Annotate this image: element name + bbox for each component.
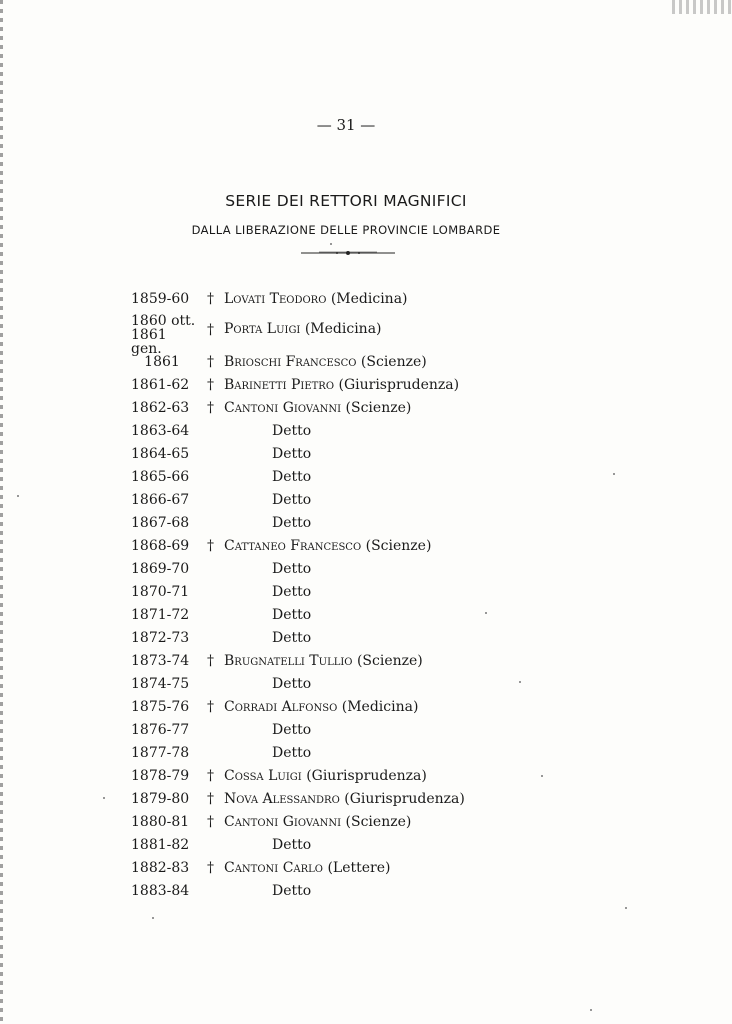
scan-speck (590, 1009, 592, 1011)
list-item (0, 604, 732, 626)
ditto-mark: Detto (272, 423, 312, 439)
list-item (0, 512, 732, 534)
year-range: 1866-67 (131, 492, 190, 508)
year-range: 1873-74 (131, 653, 190, 669)
dagger-mark: † (207, 860, 214, 876)
year-range: 1882-83 (131, 860, 190, 876)
faculty: (Giurisprudenza) (338, 377, 460, 393)
rector-entry (224, 788, 465, 810)
dagger-mark: † (207, 791, 214, 807)
list-item (0, 788, 732, 810)
ditto-mark: Detto (272, 676, 312, 692)
list-item (0, 765, 732, 787)
year-line-2: 1861 gen. (131, 327, 167, 357)
rector-entry (224, 650, 423, 672)
rector-name: Cossa Luigi (224, 768, 302, 784)
year-range: 1859-60 (131, 291, 190, 307)
scan-speck (541, 775, 543, 777)
ditto-mark: Detto (272, 492, 312, 508)
rector-name: Barinetti Pietro (224, 377, 335, 393)
year-range: 1881-82 (131, 837, 190, 853)
year-range: 1861-62 (131, 377, 190, 393)
rector-name: Nova Alessandro (224, 791, 340, 807)
dagger-mark: † (207, 699, 214, 715)
year-range (131, 314, 201, 356)
ditto-mark: Detto (272, 722, 312, 738)
faculty: (Medicina) (341, 699, 419, 715)
faculty: (Scienze) (360, 354, 427, 370)
list-item (0, 742, 732, 764)
rector-entry (224, 397, 411, 419)
ditto-mark: Detto (272, 607, 312, 623)
rector-entry (224, 811, 411, 833)
list-item (0, 811, 732, 833)
scan-speck (625, 907, 627, 909)
ditto-mark: Detto (272, 446, 312, 462)
list-item (0, 535, 732, 557)
ditto-mark: Detto (272, 630, 312, 646)
scan-speck (152, 917, 154, 919)
rector-entry (224, 374, 459, 396)
rector-name: Lovati Teodoro (224, 291, 327, 307)
faculty: (Giurisprudenza) (344, 791, 465, 807)
year-range: 1864-65 (131, 446, 190, 462)
faculty: (Medicina) (304, 321, 382, 337)
page-subtitle: DALLA LIBERAZIONE DELLE PROVINCIE LOMBARDE (191, 223, 501, 237)
ditto-mark: Detto (272, 561, 312, 577)
scan-speck (17, 495, 19, 497)
dagger-mark: † (207, 653, 214, 669)
year-range: 1880-81 (131, 814, 190, 830)
faculty: (Medicina) (330, 291, 408, 307)
page-number: — 31 — (316, 116, 376, 134)
list-item (0, 443, 732, 465)
faculty: (Scienze) (345, 400, 412, 416)
year-range: 1870-71 (131, 584, 190, 600)
year-range: 1872-73 (131, 630, 190, 646)
faculty: (Scienze) (345, 814, 412, 830)
rector-entry (224, 351, 427, 373)
year-line-1: 1860 ott. (131, 313, 196, 329)
scan-speck (330, 243, 332, 245)
faculty: (Giurisprudenza) (306, 768, 427, 784)
list-item (0, 313, 732, 357)
ditto-mark: Detto (272, 745, 312, 761)
list-item (0, 880, 732, 902)
dagger-mark: † (207, 291, 214, 307)
rector-name: Corradi Alfonso (224, 699, 338, 715)
list-item (0, 857, 732, 879)
list-item (0, 719, 732, 741)
scan-speck (485, 612, 487, 614)
rector-entry (224, 765, 427, 787)
year-range: 1878-79 (131, 768, 190, 784)
rector-entry (224, 535, 431, 557)
list-item (0, 374, 732, 396)
list-item (0, 696, 732, 718)
rector-name: Cantoni Giovanni (224, 814, 342, 830)
ditto-mark: Detto (272, 837, 312, 853)
year-range: 1865-66 (131, 469, 190, 485)
faculty: (Scienze) (356, 653, 423, 669)
year-range: 1861 (144, 354, 180, 370)
year-range: 1875-76 (131, 699, 190, 715)
list-item (0, 397, 732, 419)
list-item (0, 673, 732, 695)
list-item (0, 581, 732, 603)
year-range: 1876-77 (131, 722, 190, 738)
list-item (0, 466, 732, 488)
year-range: 1879-80 (131, 791, 190, 807)
year-range: 1877-78 (131, 745, 190, 761)
year-range: 1883-84 (131, 883, 190, 899)
dagger-mark: † (207, 768, 214, 784)
rector-entry (224, 288, 408, 310)
year-range: 1869-70 (131, 561, 190, 577)
year-range: 1867-68 (131, 515, 190, 531)
rector-name: Brioschi Francesco (224, 354, 357, 370)
rector-entry (224, 696, 418, 718)
year-range: 1871-72 (131, 607, 190, 623)
scan-edge-top (672, 0, 732, 14)
list-item (0, 351, 732, 373)
year-range: 1862-63 (131, 400, 190, 416)
rector-name: Cantoni Carlo (224, 860, 324, 876)
rector-entry (224, 318, 382, 340)
dagger-mark: † (207, 538, 214, 554)
faculty: (Lettere) (327, 860, 391, 876)
list-item (0, 420, 732, 442)
dagger-mark: † (207, 354, 214, 370)
divider-ornament (299, 248, 397, 258)
year-range: 1868-69 (131, 538, 190, 554)
dagger-mark: † (207, 814, 214, 830)
page-title: SERIE DEI RETTORI MAGNIFICI (225, 192, 467, 210)
scan-speck (519, 681, 521, 683)
faculty: (Scienze) (365, 538, 432, 554)
list-item (0, 627, 732, 649)
rector-entry (224, 857, 391, 879)
rector-name: Porta Luigi (224, 321, 301, 337)
year-range: 1863-64 (131, 423, 190, 439)
year-range: 1874-75 (131, 676, 190, 692)
list-item (0, 288, 732, 310)
rector-name: Brugnatelli Tullio (224, 653, 353, 669)
scan-speck (103, 797, 105, 799)
rector-name: Cattaneo Francesco (224, 538, 362, 554)
dagger-mark: † (207, 377, 214, 393)
dagger-mark: † (207, 322, 214, 338)
scan-speck (613, 473, 615, 475)
ditto-mark: Detto (272, 469, 312, 485)
dagger-mark: † (207, 400, 214, 416)
list-item (0, 650, 732, 672)
ditto-mark: Detto (272, 883, 312, 899)
list-item (0, 558, 732, 580)
ditto-mark: Detto (272, 515, 312, 531)
rector-name: Cantoni Giovanni (224, 400, 342, 416)
list-item (0, 489, 732, 511)
ditto-mark: Detto (272, 584, 312, 600)
list-item (0, 834, 732, 856)
